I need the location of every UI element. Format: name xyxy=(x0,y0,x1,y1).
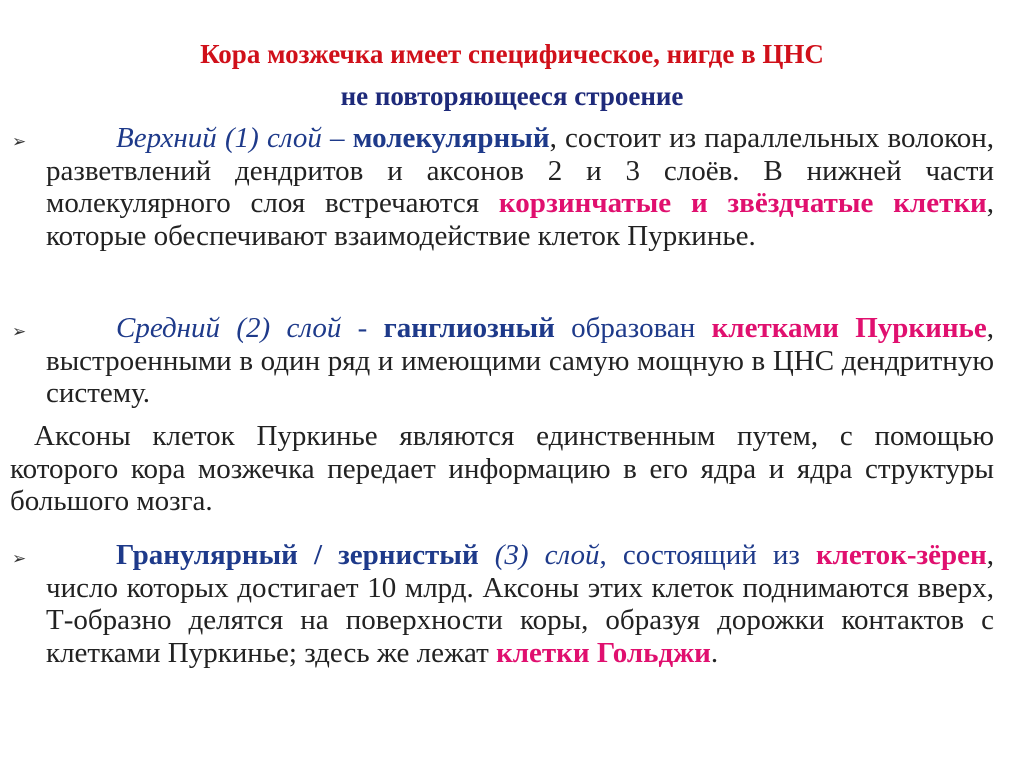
bullet-arrow-icon: ➢ xyxy=(12,322,27,342)
bullet-arrow-icon: ➢ xyxy=(12,132,27,152)
highlighted-cells: клетками Пуркинье xyxy=(711,312,987,344)
paragraph-text: , выстроенными в один ряд и имеющими самую мощную в ЦНС дендритную систему. xyxy=(46,312,994,409)
paragraph-molecular-layer xyxy=(46,122,994,252)
layer-name: ганглиозный xyxy=(383,312,555,344)
paragraph-text: Аксоны клеток Пуркинье являются единственным путем, с помощью которого кора мозжечка передает информацию в его ядра и ядра структуры большого мозга. xyxy=(10,420,994,517)
paragraph-text: , которые обеспечивают взаимодействие клеток Пуркинье. xyxy=(46,187,994,252)
paragraph-granular-layer xyxy=(46,539,994,669)
slide-title-line-2: не повторяющееся строение xyxy=(340,81,684,111)
paragraph-text: , состоящий из xyxy=(599,539,816,571)
highlighted-cells: клетки Гольджи xyxy=(496,636,711,669)
layer-label: (3) слой xyxy=(478,539,600,571)
layer-name: молекулярный xyxy=(352,122,550,154)
layer-label: Средний (2) слой - xyxy=(116,312,368,344)
layer-name: Гранулярный / зернистый xyxy=(116,539,479,571)
bullet-arrow-icon: ➢ xyxy=(12,549,27,569)
paragraph-text: , число которых достигает 10 млрд. Аксоны этих клеток поднимаются вверх, Т-образно делятся на поверхности коры, образуя дорожки контактов с клетками Пуркинье; здесь же лежат xyxy=(46,539,995,669)
highlighted-cells: корзинчатые и звёздчатые клетки xyxy=(498,187,987,219)
highlighted-cells: клеток-зёрен xyxy=(815,539,987,571)
layer-label: Верхний (1) слой – xyxy=(116,122,345,154)
paragraph-text: , состоит из параллельных волокон, разветвлений дендритов и аксонов 2 и 3 слоёв. В нижней части молекулярного слоя встречаются xyxy=(46,122,994,219)
slide-title-line-1: Кора мозжечка имеет специфическое, нигде в ЦНС xyxy=(200,39,824,69)
paragraph-text: . xyxy=(710,636,719,669)
paragraph-ganglionic-layer xyxy=(46,312,994,410)
paragraph-purkinje-axons xyxy=(10,420,994,518)
paragraph-text: образован xyxy=(554,312,712,344)
